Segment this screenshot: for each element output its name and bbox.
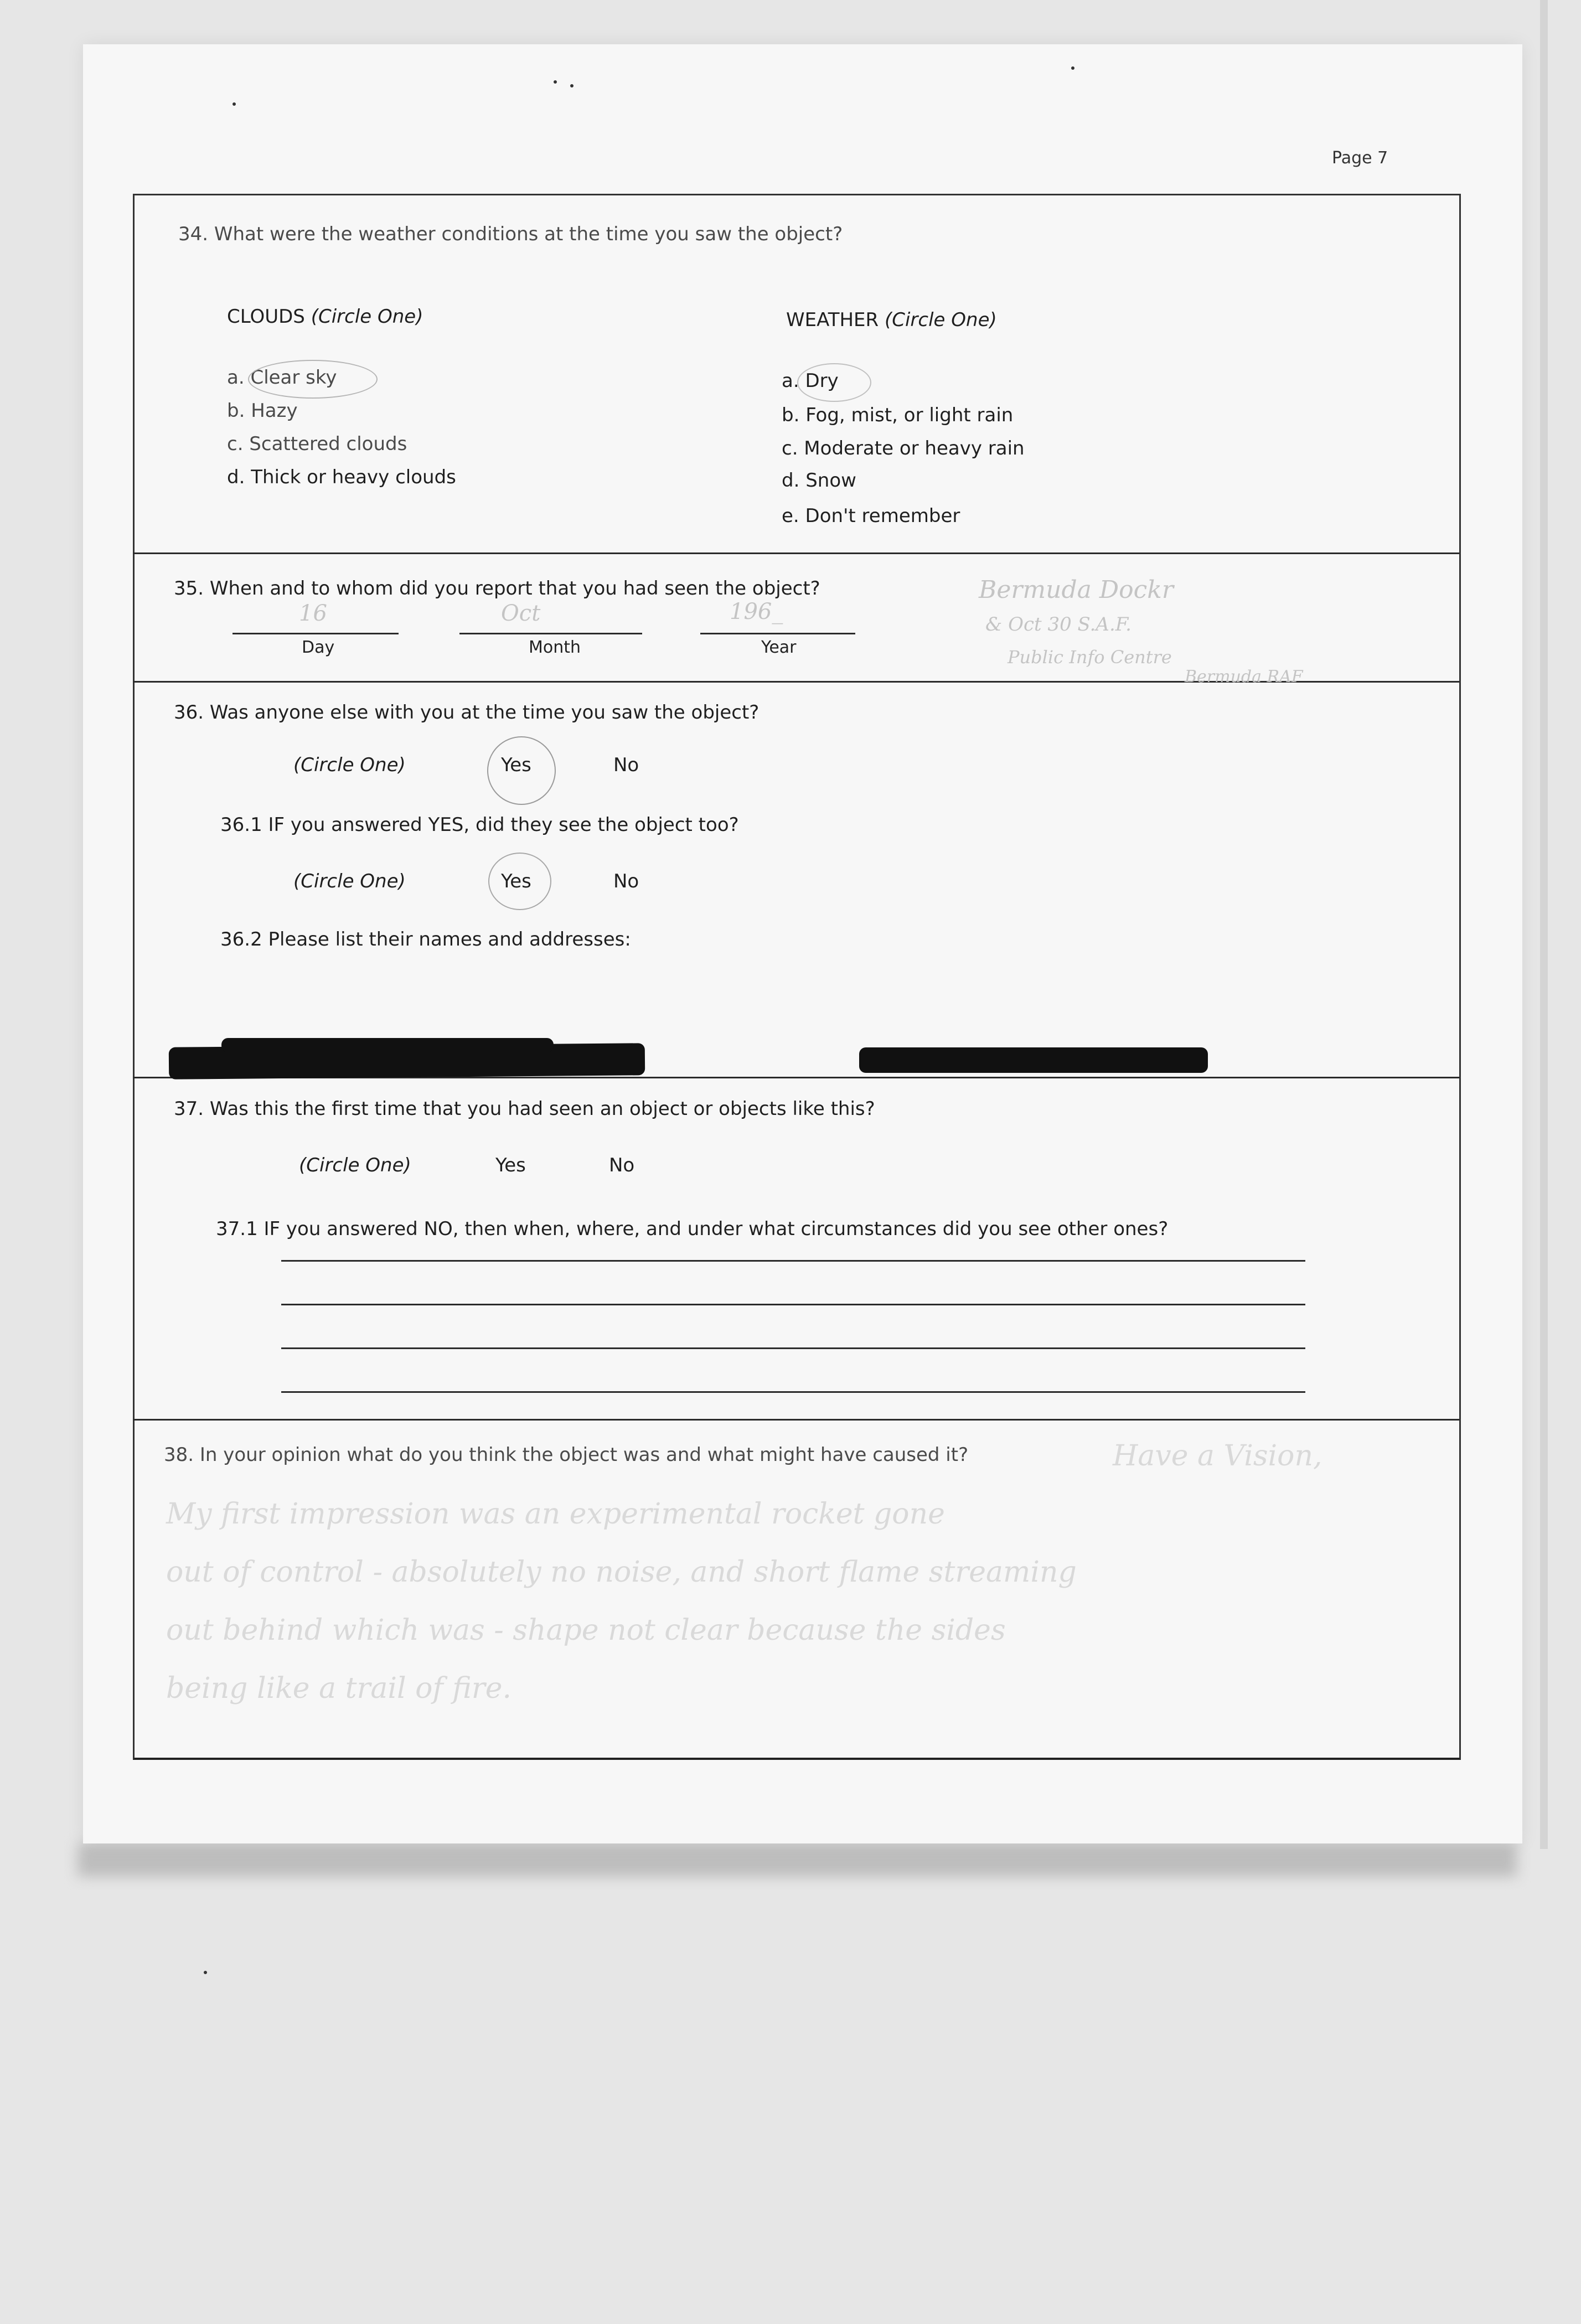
weather-heading — [786, 309, 997, 331]
answer-circle — [488, 853, 551, 910]
q36-1-no: No — [613, 870, 639, 892]
q38-handwritten-line: My first impression was an experimental rocket gone — [166, 1497, 945, 1531]
q36-2-question: 36.2 Please list their names and addresses: — [220, 928, 631, 951]
clouds-option: a. Clear sky — [227, 366, 337, 389]
q36-no: No — [613, 754, 639, 776]
q37-no: No — [609, 1154, 635, 1176]
scan-speck — [232, 102, 236, 106]
clouds-heading-text: CLOUDS — [227, 306, 305, 328]
day-label: Day — [302, 638, 335, 657]
clouds-heading — [227, 306, 423, 328]
q36-1-yes: Yes — [501, 870, 531, 892]
q37-circle-one: (Circle One) — [299, 1154, 411, 1176]
q35-day-value: 16 — [299, 601, 327, 626]
weather-option: e. Don't remember — [782, 505, 960, 527]
scan-speck — [1071, 66, 1074, 70]
scan-speck — [554, 80, 557, 84]
q35-handwritten-note: Bermuda Dockr — [979, 576, 1174, 604]
redaction-bar — [221, 1038, 554, 1052]
month-label: Month — [529, 638, 581, 657]
clouds-option: b. Hazy — [227, 400, 298, 422]
q34-question: 34. What were the weather conditions at the time you saw the object? — [178, 223, 843, 245]
answer-circle — [487, 736, 556, 805]
q35-handwritten-note: Public Info Centre — [1008, 647, 1172, 668]
q37-yes: Yes — [495, 1154, 526, 1176]
q36-1-circle-one: (Circle One) — [293, 870, 406, 892]
year-label: Year — [761, 638, 797, 657]
clouds-option: c. Scattered clouds — [227, 433, 407, 455]
q36-question: 36. Was anyone else with you at the time you saw the object? — [174, 701, 760, 724]
q38-question: 38. In your opinion what do you think the object was and what might have caused it? — [164, 1444, 969, 1466]
q38-handwritten-line: out of control - absolutely no noise, and short flame streaming — [166, 1556, 1077, 1589]
weather-option: d. Snow — [782, 469, 856, 492]
month-line — [459, 633, 642, 634]
q37-1-question: 37.1 IF you answered NO, then when, where, and under what circumstances did you see other ones? — [216, 1218, 1169, 1240]
q36-yes: Yes — [501, 754, 531, 776]
q38-handwritten-line: out behind which was - shape not clear because the sides — [166, 1614, 1006, 1647]
section-divider — [133, 552, 1459, 554]
answer-line — [281, 1391, 1305, 1393]
q35-year-value: 196_ — [730, 599, 783, 624]
scan-speck — [204, 1971, 207, 1974]
redaction-bar — [859, 1047, 1208, 1073]
sheet-edge — [1540, 0, 1548, 1849]
weather-heading-text: WEATHER — [786, 309, 879, 331]
q38-handwritten-line: Have a Vision, — [1113, 1439, 1322, 1473]
section-divider — [133, 1419, 1459, 1421]
q36-circle-one: (Circle One) — [293, 754, 406, 776]
q35-handwritten-note: & Oct 30 S.A.F. — [985, 613, 1132, 636]
weather-option: b. Fog, mist, or light rain — [782, 404, 1014, 426]
weather-option: c. Moderate or heavy rain — [782, 437, 1025, 459]
answer-line — [281, 1260, 1305, 1262]
answer-line — [281, 1347, 1305, 1349]
answer-circle — [797, 363, 871, 402]
answer-line — [281, 1304, 1305, 1305]
q35-handwritten-note: Bermuda RAF — [1185, 667, 1303, 686]
q35-month-value: Oct — [501, 601, 541, 626]
weather-option: a. Dry — [782, 370, 839, 392]
page-number: Page 7 — [1332, 148, 1388, 168]
weather-instruction: (Circle One) — [884, 309, 997, 331]
clouds-option: d. Thick or heavy clouds — [227, 466, 456, 488]
page-shadow — [78, 1843, 1517, 1877]
day-line — [232, 633, 399, 634]
scan-speck — [570, 84, 574, 87]
q35-question: 35. When and to whom did you report that you had seen the object? — [174, 577, 820, 600]
q36-1-question: 36.1 IF you answered YES, did they see the object too? — [220, 814, 739, 836]
q37-question: 37. Was this the first time that you had seen an object or objects like this? — [174, 1098, 875, 1120]
q38-handwritten-line: being like a trail of fire. — [166, 1672, 512, 1705]
clouds-instruction: (Circle One) — [311, 306, 423, 328]
year-line — [700, 633, 855, 634]
answer-circle — [248, 360, 378, 399]
